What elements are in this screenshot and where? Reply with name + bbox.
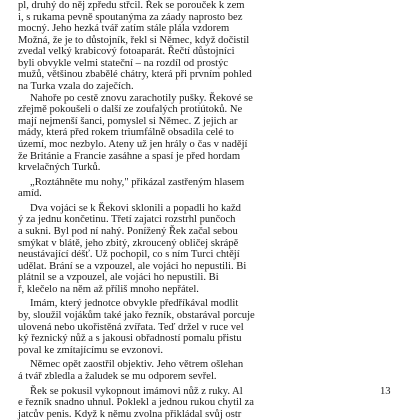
text-line: zvedal velký krabicový fotoaparát. Řečtí důstojníci <box>18 46 235 58</box>
text-line: á tvář zbledla a žaludek se mu odporem sevřel. <box>18 370 217 382</box>
text-line: pl, druhý do něj zpředu střcil. Řek se porouček k zem <box>18 0 245 11</box>
text-line: Dva vojáci se k Řekovi sklonili a popadli ho každ <box>30 202 241 214</box>
text-line: území, moc nezbylo. Ateny už jen hrály o čas v nadějí <box>18 138 248 150</box>
text-line: udělat. Brání se a vzpouzel, ale vojáci ho nepustili. Bi <box>18 260 247 272</box>
text-line: plátnil se a vzpouzel, ale vojáci ho nepustili. Bi <box>18 272 219 284</box>
text-line: na Turka vzala do zaječích. <box>18 81 134 93</box>
text-line: neustávající déšť. Už pochopil, co s ním Turci chtějí <box>18 249 240 261</box>
text-line: poval ke zmítajícímu se evzonovi. <box>18 344 164 356</box>
text-line: ř, klečelo na něm až příliš mnoho nepřátel. <box>18 283 199 295</box>
text-line: Imám, který jednotce obvykle předříkával modlit <box>30 298 239 310</box>
text-line: mužů, většinou zbabělé chátry, která při prvním pohled <box>18 69 252 81</box>
text-line: krvelačných Turků. <box>18 162 101 174</box>
text-line: že Británie a Francie zasáhne a spasí je před hordam <box>18 150 241 162</box>
text-line: Řek se pokusil vykopnout imámovi nůž z ruky. Al <box>30 385 243 397</box>
text-line: Možná, že je to důstojník, řekl si Němec, když dočistil <box>18 34 250 46</box>
text-line: Nahoře po cestě znovu zarachotily pušky. Řekové se <box>30 92 253 104</box>
body-text <box>18 0 418 420</box>
text-line: mády, která před rokem triumfálně obsadila celé to <box>18 127 234 139</box>
text-line: byli obvykle velmi stateční – na rozdíl od prostýc <box>18 57 229 69</box>
text-line: a sukni. Byl pod ní nahý. Ponížený Řek začal sebou <box>18 225 238 237</box>
text-line: Němec opět zaostřil objektiv. Jeho větrem ošlehan <box>30 359 244 371</box>
text-line: ulovená nebo ukořistěná zvířata. Teď držel v ruce vel <box>18 321 244 333</box>
text-line: i, s rukama pevně spoutanýma za záady naprosto bez <box>18 11 243 23</box>
text-line: smýkat v blátě, jeho zbitý, zkroucený obličej skrápě <box>18 237 239 249</box>
text-line: by, sloužil vojákům také jako řezník, obstarával porcuje <box>18 310 255 322</box>
text-line: e řezník snadno uhnul. Poklekl a jednou rukou chytil za <box>18 397 254 409</box>
text-line: „Roztáhněte mu nohy," přikázal zastřeným hlasem <box>30 176 245 188</box>
text-line: mají nejmenší šanci, pomyslel si Němec. Z jejich ar <box>18 115 238 127</box>
page-number: 13 <box>380 386 391 397</box>
text-line: zřejmě pokoušeli o další ze zoufalých protiútoků. Ne <box>18 104 243 116</box>
text-line: mocný. Jeho hezká tvář zatím stále plála vzdorem <box>18 23 230 35</box>
text-line: amíd. <box>18 188 42 200</box>
text-line: jatcův penis. Když k němu zvolna přikládal svůj ostr <box>18 408 242 420</box>
text-line: ý za jednu končetinu. Třetí zajatci rozstrhl punčoch <box>18 214 236 226</box>
text-line: ký řeznický nůž a s jakousi obřadností pomalu přistu <box>18 333 242 345</box>
